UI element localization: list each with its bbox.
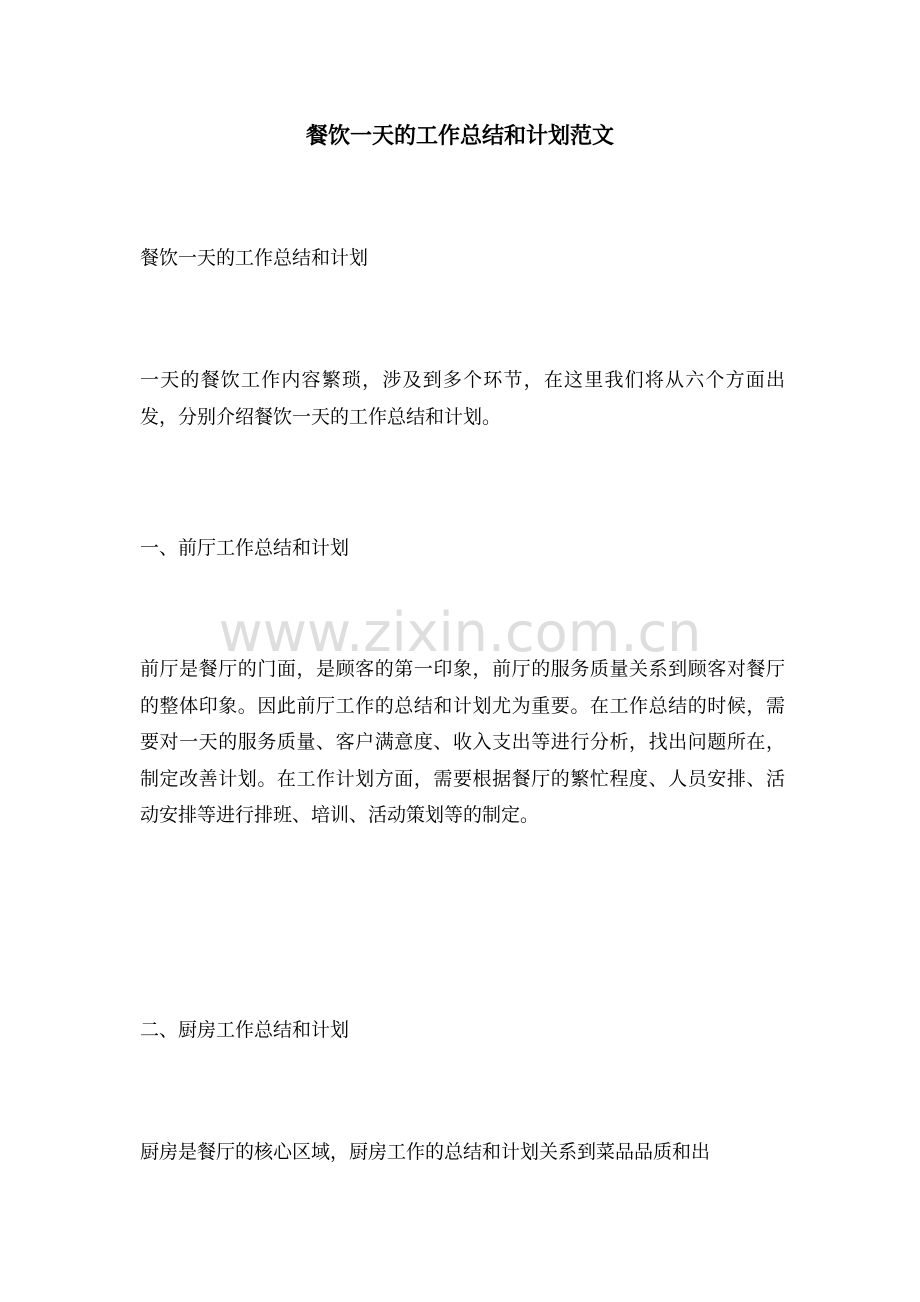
section-body-kitchen: 厨房是餐厅的核心区域，厨房工作的总结和计划关系到菜品品质和出 — [140, 1141, 711, 1163]
document-title: 餐饮一天的工作总结和计划范文 — [305, 123, 614, 149]
watermark-text: www.zixin.com.cn — [218, 601, 702, 664]
document-subtitle: 餐饮一天的工作总结和计划 — [140, 247, 369, 269]
section-body-front-hall: 前厅是餐厅的门面，是顾客的第一印象，前厅的服务质量关系到顾客对餐厅的整体印象。因此前厅工作的总结和计划尤为重要。在工作总结的时候，需要对一天的服务质量、客户满意度、收入支出等进行分析，找出问题所在，制定改善计划。在工作计划方面，需要根据餐厅的繁忙程度、人员安排、活动安排等进行排班、培训、活动策划等的制定。 — [140, 658, 785, 826]
section-heading-kitchen: 二、厨房工作总结和计划 — [140, 1019, 350, 1041]
section-heading-front-hall: 一、前厅工作总结和计划 — [140, 537, 350, 559]
intro-paragraph: 一天的餐饮工作内容繁琐，涉及到多个环节，在这里我们将从六个方面出发，分别介绍餐饮一天的工作总结和计划。 — [140, 369, 785, 428]
